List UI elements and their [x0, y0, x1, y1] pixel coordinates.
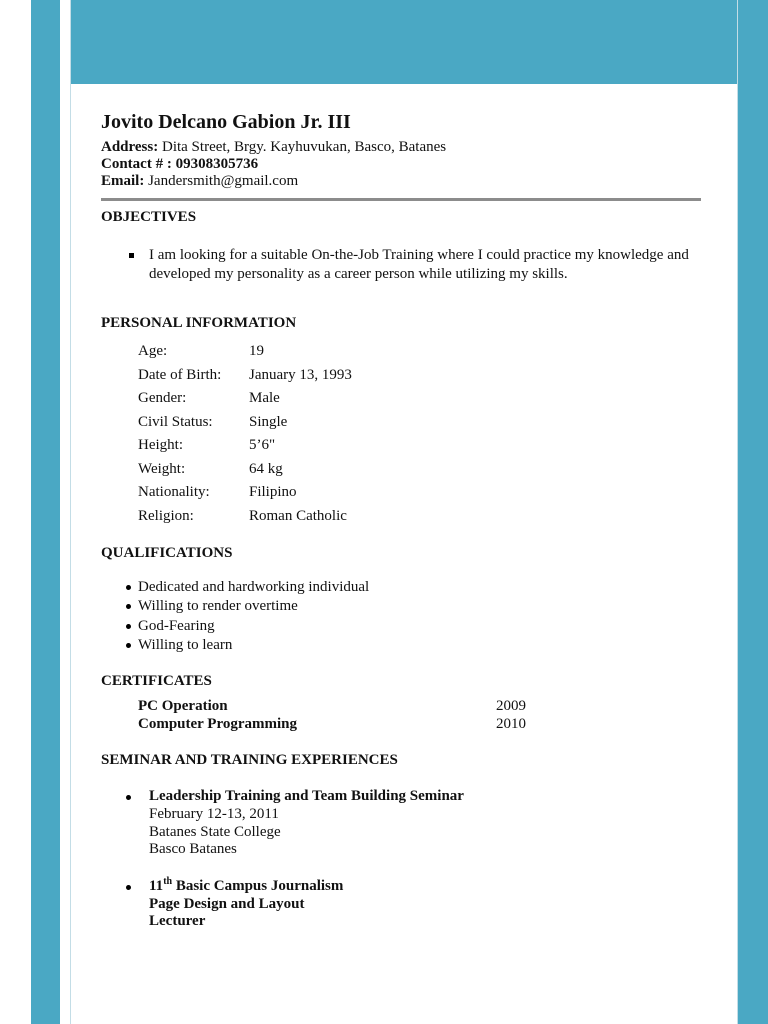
qualification-text: God-Fearing [138, 617, 215, 634]
qualification-item [101, 597, 701, 616]
horizontal-rule [101, 198, 701, 201]
certificate-row [101, 716, 701, 734]
address-label: Address: [101, 139, 159, 155]
personal-info-row [101, 340, 701, 364]
pi-label-religion: Religion: [138, 507, 194, 524]
seminar-title-number: 11 [149, 878, 164, 894]
seminar-detail: Page Design and Layout [149, 895, 305, 912]
qualification-text: Willing to render overtime [138, 598, 298, 615]
qualification-item [101, 578, 701, 597]
email-line [101, 173, 701, 190]
pi-value-weight: 64 kg [249, 460, 283, 477]
email-value: Jandersmith@gmail.com [144, 173, 299, 189]
seminar-title: Leadership Training and Team Building Seminar [149, 788, 464, 805]
address-line [101, 139, 701, 156]
qualifications-list [101, 578, 701, 655]
certificates-heading: CERTIFICATES [101, 673, 212, 690]
seminar-item [101, 788, 701, 859]
seminar-item [101, 878, 701, 931]
personal-info-row [101, 458, 701, 482]
qualification-item [101, 617, 701, 636]
pi-label-age: Age: [138, 343, 168, 359]
objectives-text: I am looking for a suitable On-the-Job Training where I could practice my knowledge and developed my personality as a career person while utilizing my skills. [149, 247, 689, 282]
certificate-year: 2009 [496, 698, 526, 715]
pi-label-nationality: Nationality: [138, 484, 210, 500]
pi-value-age: 19 [249, 343, 264, 359]
objectives-heading: OBJECTIVES [101, 209, 197, 225]
personal-info-row [101, 434, 701, 458]
pi-value-religion: Roman Catholic [249, 507, 347, 524]
dot-bullet-icon [126, 885, 131, 890]
dot-bullet-icon [126, 795, 131, 800]
pi-value-civil-status: Single [249, 413, 288, 430]
seminar-detail: Lecturer [149, 913, 206, 930]
pi-value-height: 5’6" [249, 437, 276, 453]
pi-label-civil-status: Civil Status: [138, 413, 213, 430]
personal-info-row [101, 505, 701, 529]
personal-info-row [101, 481, 701, 505]
resume-content [71, 84, 737, 931]
seminar-detail: February 12-13, 2011 [149, 805, 279, 822]
certificate-row [101, 698, 701, 716]
qualifications-heading: QUALIFICATIONS [101, 545, 233, 561]
email-label: Email: [101, 173, 145, 189]
contact-line [101, 156, 701, 173]
personal-info-list [101, 340, 701, 528]
seminar-title-rest: Basic Campus Journalism [172, 878, 344, 894]
contact-value: 09308305736 [171, 156, 259, 172]
certificates-list [101, 698, 701, 733]
contact-label: Contact # : [101, 156, 172, 172]
certificate-name: Computer Programming [138, 715, 298, 732]
pi-value-gender: Male [249, 390, 280, 406]
left-accent-bar [31, 0, 60, 1024]
resume-page [70, 0, 738, 1024]
certificate-name: PC Operation [138, 698, 228, 715]
personal-info-row [101, 387, 701, 411]
personal-info-heading: PERSONAL INFORMATION [101, 315, 297, 331]
pi-value-nationality: Filipino [249, 484, 297, 500]
qualification-item [101, 636, 701, 655]
dot-bullet-icon [126, 585, 131, 590]
dot-bullet-icon [126, 624, 131, 629]
square-bullet-icon [129, 253, 134, 258]
person-name: Jovito Delcano Gabion Jr. III [101, 111, 351, 133]
seminar-detail: Batanes State College [149, 823, 281, 840]
seminars-heading: SEMINAR AND TRAINING EXPERIENCES [101, 752, 398, 769]
certificate-year: 2010 [496, 715, 526, 732]
objectives-bullet-item [101, 246, 693, 284]
pi-value-dob: January 13, 1993 [249, 366, 352, 383]
dot-bullet-icon [126, 604, 131, 609]
pi-label-weight: Weight: [138, 460, 186, 477]
right-accent-bar [738, 0, 768, 1024]
seminar-detail: Basco Batanes [149, 841, 237, 858]
pi-label-height: Height: [138, 437, 183, 453]
personal-info-row [101, 364, 701, 388]
address-value: Dita Street, Brgy. Kayhuvukan, Basco, Batanes [158, 139, 447, 155]
pi-label-dob: Date of Birth: [138, 366, 222, 383]
qualification-text: Willing to learn [138, 636, 233, 653]
personal-info-row [101, 411, 701, 435]
seminar-title-ordinal: th [163, 876, 173, 887]
qualification-text: Dedicated and hardworking individual [138, 579, 370, 595]
top-accent-band [71, 0, 737, 84]
dot-bullet-icon [126, 643, 131, 648]
seminar-title [149, 878, 701, 896]
pi-label-gender: Gender: [138, 390, 187, 406]
